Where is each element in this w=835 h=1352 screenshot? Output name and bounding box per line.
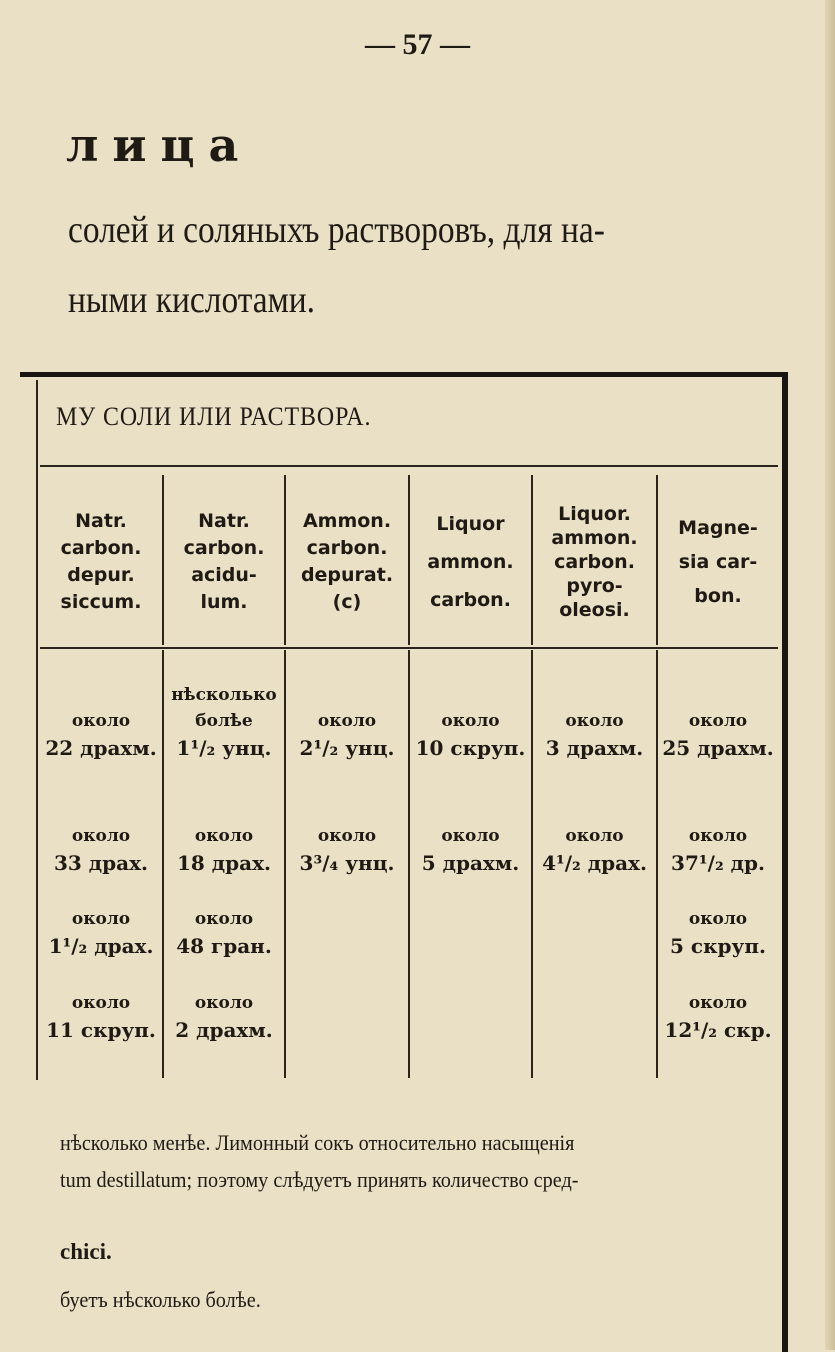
column-heading-ammon-carbon (286, 478, 408, 646)
footnote-line-2: tum destillatum; поэтому слѣдуетъ принять количество сред- (60, 1167, 579, 1192)
table-cell (533, 708, 656, 762)
column-heading-line: carbon. (183, 537, 265, 559)
table-cell (164, 990, 284, 1044)
column-heading-line: Liquor (436, 513, 505, 535)
column-heading-line: pyro- (566, 575, 623, 597)
cell-quantity: 1¹/₂ унц. (176, 736, 272, 760)
subtitle-line-1: солей и соляныхъ растворовъ, для на- (68, 209, 605, 251)
table-left-border (36, 380, 38, 1080)
cell-qualifier: около (194, 909, 254, 929)
cell-quantity: 33 драх. (54, 851, 148, 875)
column-heading-line: Magne- (678, 517, 758, 539)
cell-qualifier: около (71, 711, 131, 731)
footnote-line-4: буетъ нѣсколько болѣе. (60, 1287, 261, 1312)
cell-qualifier: около (71, 993, 131, 1013)
column-heading-liquor-pyrooleosi (533, 478, 656, 646)
cell-qualifier: болѣе (195, 711, 253, 731)
table-cell (658, 990, 778, 1044)
column-heading-line: oleosi. (559, 599, 630, 621)
cell-quantity: 48 гран. (176, 934, 272, 958)
column-heading-line: carbon. (430, 589, 511, 611)
page-title: лица (66, 118, 253, 172)
cell-qualifier: около (688, 826, 748, 846)
column-heading-line: Ammon. (302, 510, 392, 532)
cell-quantity: 12¹/₂ скр. (664, 1018, 772, 1042)
cell-qualifier: около (317, 711, 377, 731)
column-heading-line: depurat. (300, 564, 394, 586)
cell-quantity: 5 драхм. (421, 851, 520, 875)
footnote-line-1: нѣсколько менѣе. Лимонный сокъ относительно насыщенія (60, 1130, 575, 1155)
cell-quantity: 3 драхм. (545, 736, 644, 760)
cell-qualifier: около (565, 826, 624, 846)
table-cell (164, 682, 284, 762)
column-heading-line: bon. (694, 585, 742, 607)
column-heading-line: carbon. (554, 551, 635, 573)
cell-qualifier: около (317, 826, 377, 846)
column-heading-line: sia car- (678, 551, 758, 573)
table-cell (40, 708, 162, 762)
cell-quantity: 37¹/₂ др. (671, 851, 765, 875)
table-cell (533, 823, 656, 877)
column-heading-line: carbon. (60, 537, 142, 559)
cell-qualifier: нѣсколько (171, 685, 277, 705)
table-cell (40, 823, 162, 877)
cell-qualifier: около (71, 826, 131, 846)
column-heading-line: (c) (332, 591, 362, 613)
cell-qualifier: около (441, 826, 500, 846)
column-heading-line: lum. (200, 591, 248, 613)
cell-quantity: 11 скруп. (46, 1018, 156, 1042)
cell-qualifier: около (688, 993, 748, 1013)
column-heading-magnesia-carbon (658, 478, 778, 646)
subtitle-line-2: ными кислотами. (68, 279, 316, 321)
table-cell (658, 708, 778, 762)
cell-qualifier: около (194, 826, 254, 846)
cell-quantity: 5 скруп. (670, 934, 766, 958)
table-cell (410, 708, 531, 762)
table-cell (286, 823, 408, 877)
cell-quantity: 2¹/₂ унц. (299, 736, 395, 760)
cell-qualifier: около (441, 711, 500, 731)
column-heading-natr-carbon-siccum (40, 478, 162, 646)
table-cell (40, 990, 162, 1044)
cell-qualifier: около (565, 711, 624, 731)
page-number: — 57 — (365, 28, 470, 61)
cell-quantity: 1¹/₂ драх. (48, 934, 154, 958)
table-header-label: МУ СОЛИ ИЛИ РАСТВОРА. (56, 402, 372, 431)
cell-quantity: 4¹/₂ драх. (542, 851, 647, 875)
column-heading-natr-carbon-acidulum (164, 478, 284, 646)
column-heading-line: acidu- (191, 564, 257, 586)
footnote-line-3: chici. (60, 1239, 112, 1264)
cell-qualifier: около (71, 909, 131, 929)
table-cell (410, 823, 531, 877)
cell-quantity: 2 драхм. (175, 1018, 273, 1042)
table-rule-middle (40, 647, 778, 649)
column-heading-line: Natr. (75, 510, 127, 532)
page-edge (825, 0, 835, 1350)
cell-quantity: 3³/₄ унц. (299, 851, 395, 875)
cell-qualifier: около (194, 993, 254, 1013)
table-rule-top (40, 465, 778, 467)
column-heading-line: ammon. (551, 527, 638, 549)
column-heading-liquor-ammon-carbon (410, 478, 531, 646)
table-cell (658, 906, 778, 960)
column-heading-line: Liquor. (558, 503, 631, 525)
cell-qualifier: около (688, 711, 748, 731)
cell-quantity: 18 драх. (177, 851, 271, 875)
cell-quantity: 10 скруп. (415, 736, 526, 760)
table-cell (658, 823, 778, 877)
cell-quantity: 25 драхм. (662, 736, 774, 760)
table-cell (40, 906, 162, 960)
column-heading-line: siccum. (60, 591, 142, 613)
column-heading-line: depur. (67, 564, 135, 586)
table-cell (164, 823, 284, 877)
cell-quantity: 22 драхм. (45, 736, 157, 760)
table-cell (286, 708, 408, 762)
column-heading-line: carbon. (306, 537, 388, 559)
table-cell (164, 906, 284, 960)
cell-qualifier: около (688, 909, 748, 929)
column-heading-line: ammon. (427, 551, 514, 573)
column-heading-line: Natr. (198, 510, 250, 532)
